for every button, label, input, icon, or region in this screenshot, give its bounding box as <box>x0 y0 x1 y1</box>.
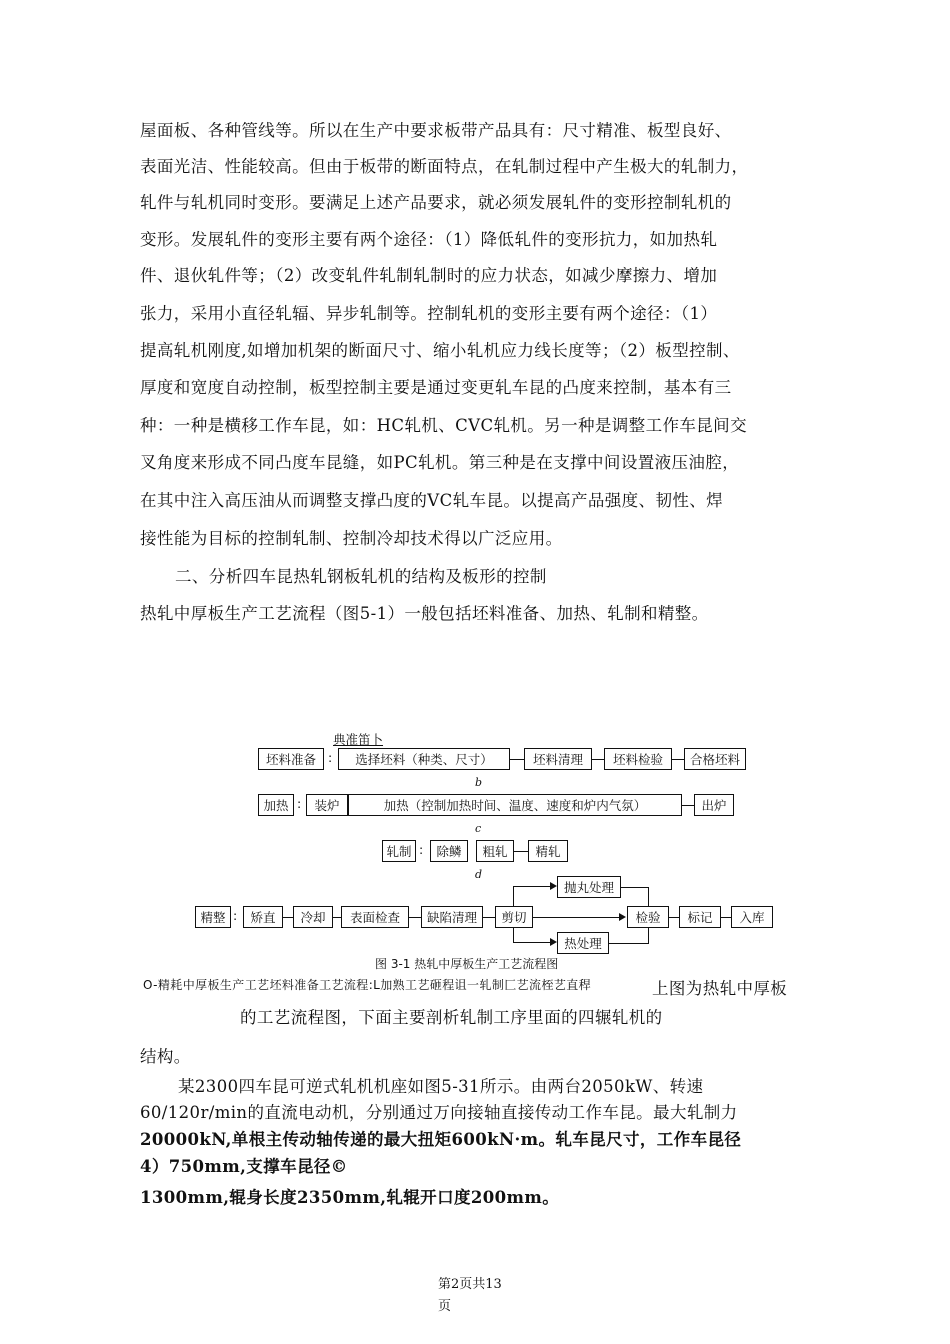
body-line: 张力，采用小直径轧辐、异步轧制等。控制轧机的变形主要有两个途径：（1） <box>140 304 718 323</box>
step-defect-cleaning: 缺陷清理 <box>421 906 483 928</box>
step-shot-blasting: 抛丸处理 <box>557 876 621 898</box>
step-discharging: 出炉 <box>694 794 734 816</box>
step-heating-control: 加热（控制加热时间、温度、速度和炉内气氛） <box>348 794 682 816</box>
step-charging: 装炉 <box>306 794 348 816</box>
colon: : <box>328 750 333 765</box>
step-inspection: 检验 <box>627 906 669 928</box>
step-warehousing: 入库 <box>731 906 773 928</box>
after-line: 某2300四车昆可逆式轧机机座如图5-31所示。由两台2050kW、转速 <box>178 1077 704 1096</box>
colon: : <box>233 908 238 923</box>
figure-top-label: 典准笛卜 <box>333 732 384 747</box>
step-straightening: 矫直 <box>243 906 283 928</box>
step-billet-inspection: 坯料检验 <box>604 748 672 770</box>
step-finish-rolling: 精轧 <box>528 840 568 862</box>
body-line: 屋面板、各种管线等。所以在生产中要求板带产品具有：尺寸精准、板型良好、 <box>140 121 732 140</box>
figure-caption: 图 3-1 热轧中厚板生产工艺流程图 <box>375 957 559 971</box>
after-line: 1300mm,辊身长度2350mm,轧辊开口度200mm。 <box>140 1188 560 1207</box>
row-label-billet-prep: 坯料准备 <box>258 748 324 770</box>
row-label-rolling: 轧制 <box>382 840 416 862</box>
after-line: 20000kN,单根主传动轴传递的最大扭矩600kN·m。轧车昆尺寸，工作车昆径 <box>140 1130 742 1149</box>
intro-line: 热轧中厚板生产工艺流程（图5-1）一般包括坯料准备、加热、轧制和精整。 <box>140 604 709 623</box>
step-cooling: 冷却 <box>293 906 333 928</box>
after-line: 结构。 <box>140 1047 191 1066</box>
step-billet-cleaning: 坯料清理 <box>524 748 592 770</box>
body-line: 种：一种是横移工作车昆，如：HC轧机、CVC轧机。另一种是调整工作车昆间交 <box>140 416 747 435</box>
step-surface-inspection: 表面检查 <box>341 906 409 928</box>
garbled-caption-text: O-精耗中厚板生产工艺坯料准备工艺流程:L加熟工艺砸程诅一轧制匚艺流桎艺直稈 <box>143 978 592 992</box>
after-line: 60/120r/min的直流电动机，分别通过万向接轴直接传动工作车昆。最大轧制力 <box>140 1103 738 1122</box>
letter-b: b <box>475 776 483 789</box>
page-footer-line2: 页 <box>438 1299 452 1314</box>
letter-c: c <box>475 822 482 835</box>
step-select-billet: 选择坯料（种类、尺寸） <box>338 748 510 770</box>
body-line: 厚度和宽度自动控制，板型控制主要是通过变更轧车昆的凸度来控制，基本有三 <box>140 378 732 397</box>
body-line: 提高轧机刚度,如增加机架的断面尺寸、缩小轧机应力线长度等；（2）板型控制、 <box>140 341 740 360</box>
step-marking: 标记 <box>679 906 721 928</box>
step-rough-rolling: 粗轧 <box>476 840 514 862</box>
body-line: 轧件与轧机同时变形。要满足上述产品要求，就必须发展轧件的变形控制轧机的 <box>140 193 732 212</box>
step-descaling: 除鳞 <box>430 840 468 862</box>
body-line: 表面光洁、性能较高。但由于板带的断面特点，在轧制过程中产生极大的轧制力， <box>140 157 749 176</box>
colon: : <box>297 796 302 811</box>
row-label-heating: 加热 <box>258 794 294 816</box>
step-qualified-billet: 合格坯料 <box>684 748 746 770</box>
body-line: 变形。发展轧件的变形主要有两个途径：（1）降低轧件的变形抗力，如加热轧 <box>140 230 718 249</box>
letter-d: d <box>475 868 483 881</box>
body-line: 叉角度来形成不同凸度车昆缝，如PC轧机。第三种是在支撑中间设置液压油腔， <box>140 453 740 472</box>
garbled-caption-tail: 上图为热轧中厚板 <box>652 979 788 998</box>
body-line: 在其中注入高压油从而调整支撑凸度的VC轧车昆。以提高产品强度、韧性、焊 <box>140 491 724 510</box>
section-heading: 二、分析四车昆热轧钢板轧机的结构及板形的控制 <box>175 567 547 586</box>
page-footer-line1: 第2页共13 <box>438 1277 502 1292</box>
body-line: 接性能为目标的控制轧制、控制冷却技术得以广泛应用。 <box>140 529 563 548</box>
body-line: 件、退伙轧件等；（2）改变轧件轧制轧制时的应力状态，如减少摩擦力、增加 <box>140 266 718 285</box>
row-label-finishing: 精整 <box>195 906 231 928</box>
centered-line: 的工艺流程图，下面主要剖析轧制工序里面的四辗轧机的 <box>240 1008 663 1027</box>
step-heat-treatment: 热处理 <box>557 932 609 954</box>
step-shearing: 剪切 <box>495 906 533 928</box>
colon: : <box>419 842 424 857</box>
after-line: 4）750mm,支撑车昆径© <box>140 1157 348 1176</box>
